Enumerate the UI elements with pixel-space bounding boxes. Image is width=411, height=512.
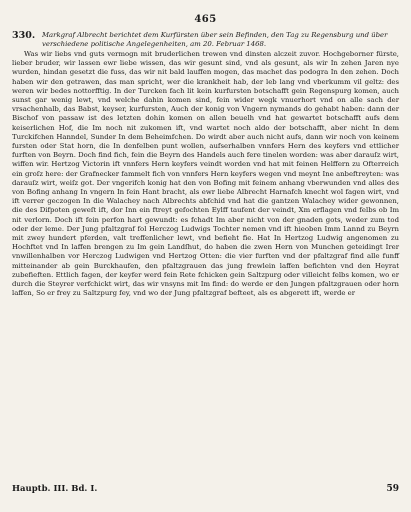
document-heading [12, 31, 399, 49]
page-footer [12, 484, 399, 494]
document-title: Markgraf Albrecht berichtet dem Kurfürsten über sein Befinden, den Tag zu Regensburg und über verschiedene politische Angelegenheiten, am 20. Februar 1468. [42, 31, 388, 48]
letter-body: Was wir liebs vnd guts vermogn mit bruderlichen trewen vnd dinsten alczeit zuvor. Hochgeborner fürste, lieber bruder, wir lassen ewr liebe wissen, das wir gesunt sind, vnd als gesunt, als wir In zehen Jaren nye wurden, hindan gesetzt die fuss, das wir nit bald lauffen mogen, das machet das podogra In den zehen. Doch haben wir den getrawen, das man spricht, wer die krankheit hab, der leb lang vnd vberkumm vil geltz: des weren wir bedes nottorfftig. In der Turcken fach lit kein kurfursten botschafft gein Regenspurg komen, auch sunst gar wenig lewt, vnd welche dahin komen sind, fein wider wegk vnuerhort vnd on alle sach der vrsachenhalb, das Babst, keyser, kurfursten, Auch der konig von Vngern nymands do gehabt haben: dann der Bischof von passaw ist des letzten dohin komen on allen beuelh vnd hat gewartet botschafft aufs dem keiserlichen Hof, die Im noch nit zukomen ift, vnd wartet noch aldo der botschafft, aber nicht In dem Turckifchen Hanndel, Sunder In dem Beheimfchen. Do wirdt aber auch nicht aufs, dann wir noch von keinem fursten oder Stat horn, die In denfelben punt wollen, aufserhalben vnnfers Hern des keyfers vnd ettlicher furften von Beyrn. Doch find fich, fein die Beyrn des Handels auch fere tinelen worden: was aber darauſz wirt, wiffen wir. Hertzog Victorin ift vnnfers Hern keyfers veindt worden vnd hat mit feinen Helffern zu Ofterreich ein groſz here: der Grafnecker fammelt fich von vnnfers Hern keyfers wegen vnd meynt Ine anbeftreyten: was darauſz wirt, weiſz got. Der vngerifch konig hat den von Bofing mit feinem anhang vberwunden vnd alles des von Bofing anhang In vngern In fein Hant bracht, als ewr liebe Albrecht Harnafch knecht wol fagen wirt, vnd ift verrer geczogen In die Walachey nach Albrechts abfchid vnd hat die gantzen Walachey wider gewonnen, die des Difpoten geweſt ift, dor Inn ein ftreyt gefochten Eylff taufent der veindt, Xm erflagen vnd felbs ob Im nit verlorn. Doch ift fein perfon hart gewundt: es fchadt Im aber nicht von der gnaden gots, weder zum tod oder der leme. Der Jung pfaltzgraf fol Herczog Ludwigs Tochter nemen vnd ift hieoben Imm Lannd zu Beyrn mit zwey hundert pferden, valt treffenlicher lewt, vnd befieht fie. Hat In Hertzog Ludwig angenomen zu Hochftet vnd In laffen brengen zu Im gein Landſhut, do haben die zwen Hern von Munchen geteidingt Irer vnwillenhalben vor Herczog Ludwigen vnd Hertzog Otten: die vier furften vnd der pfaltzgraf find alle funff mitteinander ab gein Burckhaufen, den pfaltzgrauen das jung frewlein laffen befichten vnd den Heyrat zubefieften. Ettlich fagen, der keyfer werd fein Rete fchicken gein Saltzpurg oder villeicht felbs komen, wo er durch die Steyrer verfchickt wirt, das wir vnsyns mit Im find: do werde er den Jungen pfaltzgrauen oder horn laffen, So er frey zu Saltzpurg fey, vnd wo der Jung pfaltzgraf befteet, als es abgerett ift, werde er [12, 50, 399, 298]
page-number: 465 [194, 14, 217, 25]
signature-mark: Hauptb. III. Bd. I. [12, 484, 98, 494]
document-number: 330. [12, 30, 36, 41]
sheet-number: 59 [386, 484, 399, 494]
